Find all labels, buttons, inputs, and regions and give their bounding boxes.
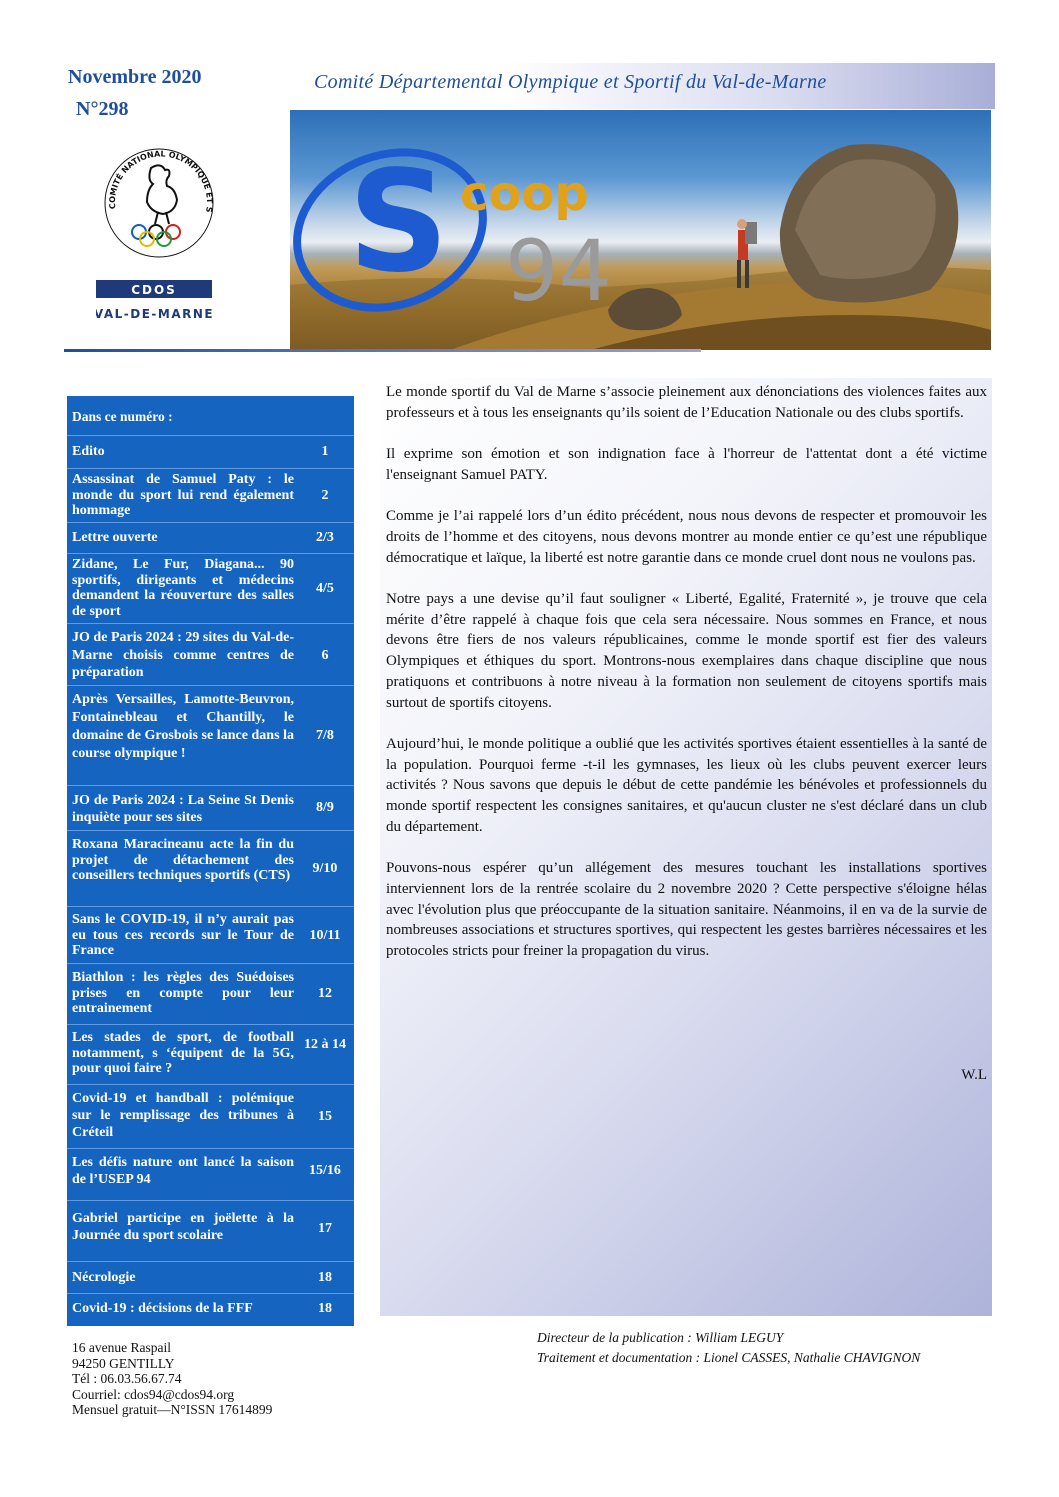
toc-item[interactable] — [67, 830, 354, 907]
org-title: Comité Départemental Olympique et Sportif du Val-de-Marne — [314, 71, 827, 93]
toc-item-page: 15/16 — [309, 1163, 341, 1178]
toc-item[interactable] — [67, 553, 354, 624]
cnosf-emblem-icon — [96, 140, 226, 325]
article-paragraph: Pouvons-nous espérer qu’un allégement des mesures touchant les installations sportives interviennent lors de la rentrée scolaire du 2 novembre 2020 ? Cette perspective s'éloigne hélas avec l'évolution plus que préoccupante de la situation sanitaire. Néanmoins, il en va de la survie de nombreuses associations et structures sportives, qui respectent les gestes barrières nécessaires et les protocoles stricts pour freiner la propagation du virus. — [386, 860, 987, 959]
svg-text:COMITÉ NATIONAL OLYMPIQUE ET S — [96, 140, 214, 213]
toc-item-title: Sans le COVID-19, il n’y aurait pas eu tous ces records sur le Tour de France — [72, 912, 294, 958]
toc-item[interactable] — [67, 1261, 354, 1294]
article-paragraph: Aujourd’hui, le monde politique a oublié que les activités sportives étaient essentielles à la santé de la population. Pourquoi ferme -t-il les gymnases, les lieux où les clubs peuvent exercer leurs activités ? Nous savons que depuis le début de cette pandémie les bénévoles et professionnels du monde sportif respectent les consignes sanitaires, et qu'aucun cluster ne s'est déclaré dans un club du département. — [386, 735, 987, 835]
brand-number: 94 — [505, 222, 612, 320]
brand-s: S — [348, 141, 449, 304]
contact-address — [72, 1340, 272, 1418]
title-band — [290, 63, 995, 109]
toc-item[interactable] — [67, 963, 354, 1025]
toc-item-page: 8/9 — [316, 800, 334, 815]
hero-image — [290, 110, 991, 350]
toc-item[interactable] — [67, 1200, 354, 1262]
toc-item-title: Gabriel participe en joëlette à la Journée du sport scolaire — [72, 1211, 294, 1243]
toc-item-page: 9/10 — [312, 861, 338, 876]
toc-item-title: Lettre ouverte — [72, 530, 158, 545]
toc-item-page: 7/8 — [316, 728, 334, 743]
toc-item-page: 12 — [318, 986, 332, 1001]
header-divider — [64, 349, 701, 352]
toc-item[interactable] — [67, 785, 354, 831]
toc-item[interactable] — [67, 685, 354, 786]
toc-item-title: JO de Paris 2024 : La Seine St Denis inquiète pour ses sites — [72, 793, 294, 825]
issue-date: Novembre 2020 — [68, 66, 202, 88]
toc-item[interactable] — [67, 1293, 354, 1327]
address-line: Tél : 06.03.56.67.74 — [72, 1371, 182, 1386]
address-line: 16 avenue Raspail — [72, 1340, 171, 1355]
toc-item-title: Les défis nature ont lancé la saison de l’USEP 94 — [72, 1155, 294, 1187]
toc-item-page: 2 — [321, 488, 329, 503]
toc-item[interactable] — [67, 1084, 354, 1149]
publication-credits — [537, 1328, 920, 1368]
issue-number: N°298 — [76, 98, 129, 120]
logo-region-text: VAL-DE-MARNE — [96, 307, 215, 321]
toc-item-page: 1 — [321, 444, 329, 459]
toc-item-page: 12 à 14 — [304, 1037, 346, 1052]
toc-item-title: Roxana Maracineanu acte la fin du projet de détachement des conseillers techniques sportifs (CTS) — [72, 837, 294, 883]
address-line: Mensuel gratuit—N°ISSN 17614899 — [72, 1402, 273, 1417]
editorial-article — [386, 382, 987, 982]
article-paragraph: Notre pays a une devise qu’il faut souligner « Liberté, Egalité, Fraternité », je trouve que cela mérite d’être rappelé à chaque fois que cela sera nécessaire. Nous sommes en France, et nous devons être fiers de nos valeurs républicaines, comme le monde sportif est fier des valeurs Olympiques et éthiques du sport. Montrons-nous exemplaires dans chaque discipline que nous pratiquons et contribuons à notre niveau à la formation non seulement de citoyens sportifs mais surtout de sportifs citoyens. — [386, 590, 987, 711]
credit-line: Traitement et documentation : Lionel CASSES, Nathalie CHAVIGNON — [537, 1350, 921, 1365]
toc-item-title: Nécrologie — [72, 1270, 136, 1285]
toc-item-page: 15 — [318, 1109, 332, 1124]
toc-item-page: 18 — [318, 1301, 332, 1316]
toc-item-title: JO de Paris 2024 : 29 sites du Val-de-Marne choisis comme centres de préparation — [72, 630, 294, 680]
toc-item[interactable] — [67, 906, 354, 964]
toc-item-title: Après Versailles, Lamotte-Beuvron, Fontainebleau et Chantilly, le domaine de Grosbois se lance dans la course olympique ! — [72, 692, 294, 761]
article-paragraph: Comme je l’ai rappelé lors d’un édito précédent, nous nous devons de respecter et promouvoir les droits de l’homme et des citoyens, nous devons montrer au monde entier ce qu’est une république démocratique et laïque, la liberté est notre garantie dans ce monde cruel dont nous ne voulons pas. — [386, 508, 987, 566]
cdos-logo — [96, 140, 226, 325]
toc-item-page: 17 — [318, 1221, 332, 1236]
logo-ring-text: COMITÉ NATIONAL OLYMPIQUE ET S — [107, 149, 215, 214]
credit-line: Directeur de la publication : William LEGUY — [537, 1330, 784, 1345]
address-line: 94250 GENTILLY — [72, 1355, 175, 1371]
toc-item[interactable] — [67, 1148, 354, 1201]
toc-item-page: 18 — [318, 1270, 332, 1285]
toc-item-title: Zidane, Le Fur, Diagana... 90 sportifs, dirigeants et médecins demandent la réouverture des salles de sport — [72, 557, 294, 619]
toc-item-title: Biathlon : les règles des Suédoises prises en compte pour leur entrainement — [72, 970, 294, 1016]
toc-item[interactable] — [67, 623, 354, 686]
toc-item-title: Covid-19 : décisions de la FFF — [72, 1301, 253, 1316]
toc-item[interactable] — [67, 468, 354, 523]
toc-item-title: Edito — [72, 444, 105, 459]
toc-item-page: 6 — [321, 648, 329, 663]
logo-box-text: CDOS — [131, 283, 177, 297]
toc-item-title: Assassinat de Samuel Paty : le monde du sport lui rend également hommage — [72, 472, 294, 518]
toc-item-page: 2/3 — [316, 530, 334, 545]
toc-heading: Dans ce numéro : — [72, 409, 173, 424]
scoop94-banner — [290, 110, 991, 350]
table-of-contents — [67, 396, 354, 1326]
address-email[interactable]: Courriel: cdos94@cdos94.org — [72, 1386, 235, 1402]
brand-coop: coop — [460, 166, 589, 222]
toc-item[interactable] — [67, 522, 354, 554]
toc-item[interactable] — [67, 1024, 354, 1085]
toc-item[interactable] — [67, 435, 354, 469]
article-signature: W.L — [961, 1067, 987, 1083]
article-paragraph: Le monde sportif du Val de Marne s’associe pleinement aux dénonciations des violences faites aux professeurs et à tous les enseignants qu’ils soient de l’Education Nationale ou des clubs sportifs. — [386, 384, 987, 421]
toc-item-title: Les stades de sport, de football notamment, s ‘équipent de la 5G, pour quoi faire ? — [72, 1030, 294, 1076]
article-paragraph: Il exprime son émotion et son indignation face à l'horreur de l'attentat dont a été victime l'enseignant Samuel PATY. — [386, 446, 987, 483]
toc-item-page: 4/5 — [316, 581, 334, 596]
toc-item-title: Covid-19 et handball : polémique sur le remplissage des tribunes à Créteil — [72, 1091, 294, 1140]
toc-item-page: 10/11 — [309, 928, 341, 943]
